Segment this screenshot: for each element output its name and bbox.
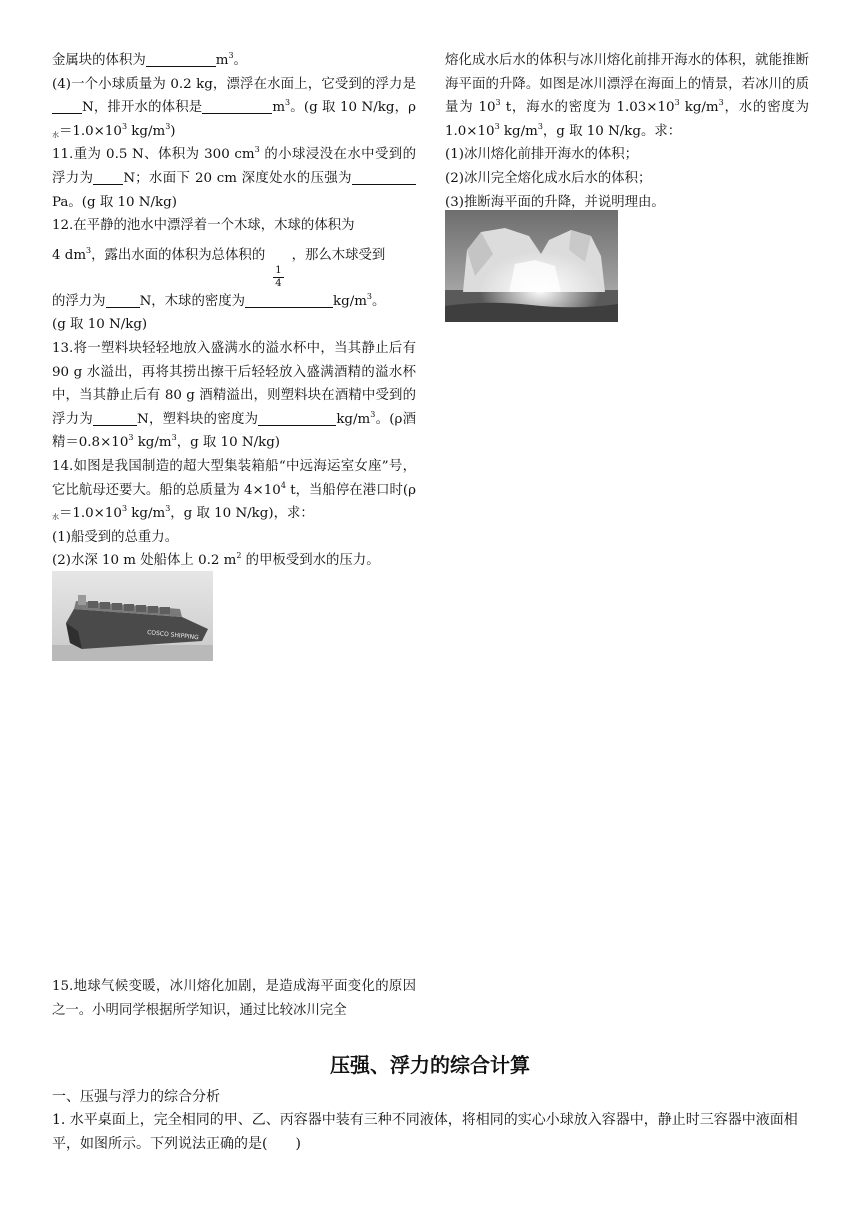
answer-blank[interactable] [146, 51, 216, 67]
glacier-photo [445, 210, 618, 322]
right-column: 熔化成水后水的体积与冰川熔化前排开海水的体积，就能推断海平面的升降。如图是冰川漂浮在海面上的情景，若冰川的质量为 $10^3$ t，海水的密度为 $1.03\times 10^3$ $kg/m^3$，水的密度为 $1.0\times 10^3$ $kg/m^3$，g 取 10 N/kg。求： (1)冰川熔化前排开海水的体积； (2)冰川完全熔化成水后水的体积； (3)推断海平面的升降，并说明理由。 [445, 49, 809, 214]
question-11: 11.重为 0.5 N、体积为 300 $cm^3$ 的小球浸没在水中受到的浮力为 N；水面下 20 cm 深度处水的压强为Pa。(g 取 10 N/kg) [52, 145, 416, 210]
answer-blank[interactable] [52, 98, 82, 114]
answer-blank[interactable] [245, 292, 333, 308]
answer-blank[interactable] [93, 410, 137, 426]
section-subtitle: 一、压强与浮力的综合分析 [52, 1089, 220, 1105]
answer-blank[interactable] [202, 98, 272, 114]
question-10-part-4: (4)一个小球质量为 0.2 kg，漂浮在水面上，它受到的浮力是N，排开水的体积是 $m^3$。(g 取 10 N/kg，$\rho_水=1.0\times 10^3$ $kg/m^3$) [52, 76, 416, 139]
question-12: 12.在平静的池水中漂浮着一个木球，木球的体积为 4 $dm^3$，露出水面的体积为总体积的 $\frac{1}{4}$ ，那么木球受到 的浮力为 N，木球的密度为 $kg/m^3$。 (g 取 10 N/kg) [52, 218, 386, 333]
question-13: 13.将一塑料块轻轻地放入盛满水的溢水杯中，当其静止后有 90 g 水溢出，再将其捞出擦干后轻轻放入盛满酒精的溢水杯中，当其静止后有 80 g 酒精溢出，则塑料块在酒精中受到的浮力为 N，塑料块的密度为 $kg/m^3$。(ρ酒精$=0.8\times 10^3$ $kg/m^3$，g 取 10 N/kg) [52, 340, 417, 451]
section-title: 压强、浮力的综合计算 [330, 1053, 530, 1077]
question-14: 14.如图是我国制造的超大型集装箱船“中远海运室女座”号，它比航母还要大。船的总质量为 $4\times 10^4$ t，当船停在港口时($\rho_水=1.0\times 10^3$ $kg/m^3$，g 取 10 N/kg)，求： (1)船受到的总重力。 (2)水深 10 m 处船体上 0.2 $m^2$ 的甲板受到水的压力。 [52, 458, 416, 569]
answer-blank[interactable] [258, 410, 336, 426]
section-question-1: 1. 水平桌面上，完全相同的甲、乙、丙容器中装有三种不同液体，将相同的实心小球放入容器中，静止时三容器中液面相平，如图所示。下列说法正确的是( ) [52, 1112, 798, 1152]
fraction-one-quarter: $\frac{1}{4}$ [275, 264, 282, 289]
question-15-continued: 熔化成水后水的体积与冰川熔化前排开海水的体积，就能推断海平面的升降。如图是冰川漂浮在海面上的情景，若冰川的质量为 $10^3$ t，海水的密度为 $1.03\times 10^3$ $kg/m^3$，水的密度为 $1.0\times 10^3$ $kg/m^3$，g 取 10 N/kg。求： [445, 53, 810, 139]
ship-hull-lettering: COSCO SHIPPING [146, 629, 200, 642]
answer-blank[interactable] [106, 292, 140, 308]
answer-blank[interactable] [93, 169, 123, 185]
container-ship-photo [52, 571, 213, 661]
left-column [52, 49, 416, 596]
answer-blank[interactable] [352, 169, 416, 185]
question-10-continued: 金属块的体积为 $m^3$。 [52, 51, 247, 68]
question-15: 15.地球气候变暖，冰川熔化加剧，是造成海平面变化的原因之一。小明同学根据所学知识，通过比较冰川完全 [52, 979, 416, 1018]
